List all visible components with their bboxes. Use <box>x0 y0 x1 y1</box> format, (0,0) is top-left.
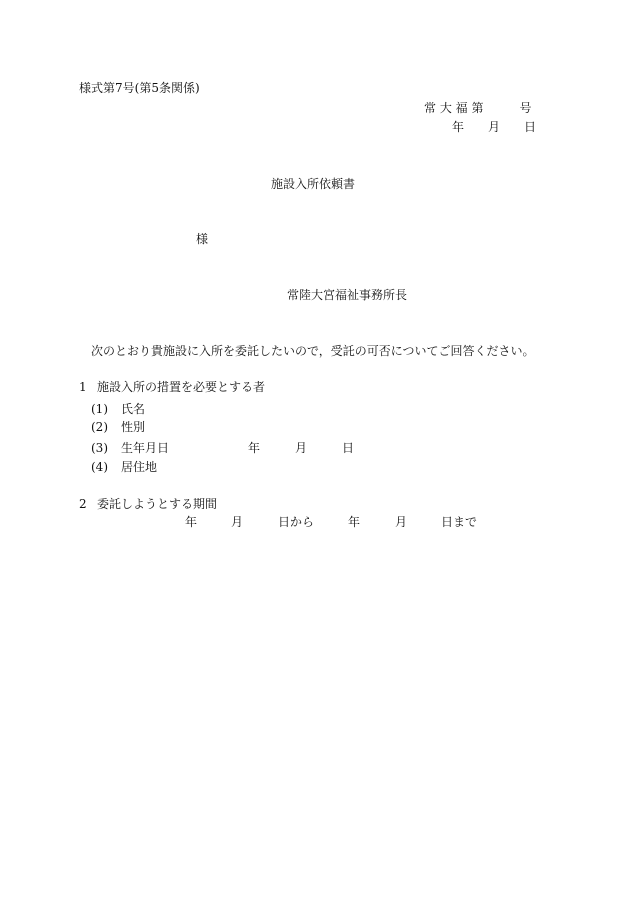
period-from-day: 日から <box>278 515 315 529</box>
addressee-honorific: 様 <box>196 232 209 246</box>
date-line: 年 月 日 <box>452 120 537 134</box>
sender-name: 常陸大宮福祉事務所長 <box>287 288 408 302</box>
item-number: (2) <box>91 420 108 434</box>
item-label-name: 氏名 <box>121 402 146 416</box>
body-text: 次のとおり貴施設に入所を委託したいので，受託の可否についてご回答ください。 <box>91 344 535 358</box>
birth-month-label: 月 <box>295 441 308 455</box>
period-to-year: 年 <box>348 515 361 529</box>
item-label-gender: 性別 <box>121 420 146 434</box>
form-number: 様式第7号(第5条関係) <box>79 81 200 95</box>
item-number: (4) <box>91 460 108 474</box>
section1-number: 1 <box>79 380 87 394</box>
birth-year-label: 年 <box>248 441 261 455</box>
period-from-year: 年 <box>185 515 198 529</box>
item-label-birthdate: 生年月日 <box>121 441 170 455</box>
period-to-month: 月 <box>395 515 408 529</box>
section2-number: 2 <box>79 497 87 511</box>
item-label-residence: 居住地 <box>121 460 158 474</box>
period-from-month: 月 <box>231 515 244 529</box>
period-to-day: 日まで <box>441 515 478 529</box>
section2-heading: 委託しようとする期間 <box>97 497 218 511</box>
item-number: (3) <box>91 441 108 455</box>
birth-day-label: 日 <box>342 441 355 455</box>
section1-heading: 施設入所の措置を必要とする者 <box>97 380 266 394</box>
document-number: 常 大 福 第 号 <box>424 101 532 115</box>
document-title: 施設入所依頼書 <box>271 177 356 191</box>
item-number: (1) <box>91 402 108 416</box>
